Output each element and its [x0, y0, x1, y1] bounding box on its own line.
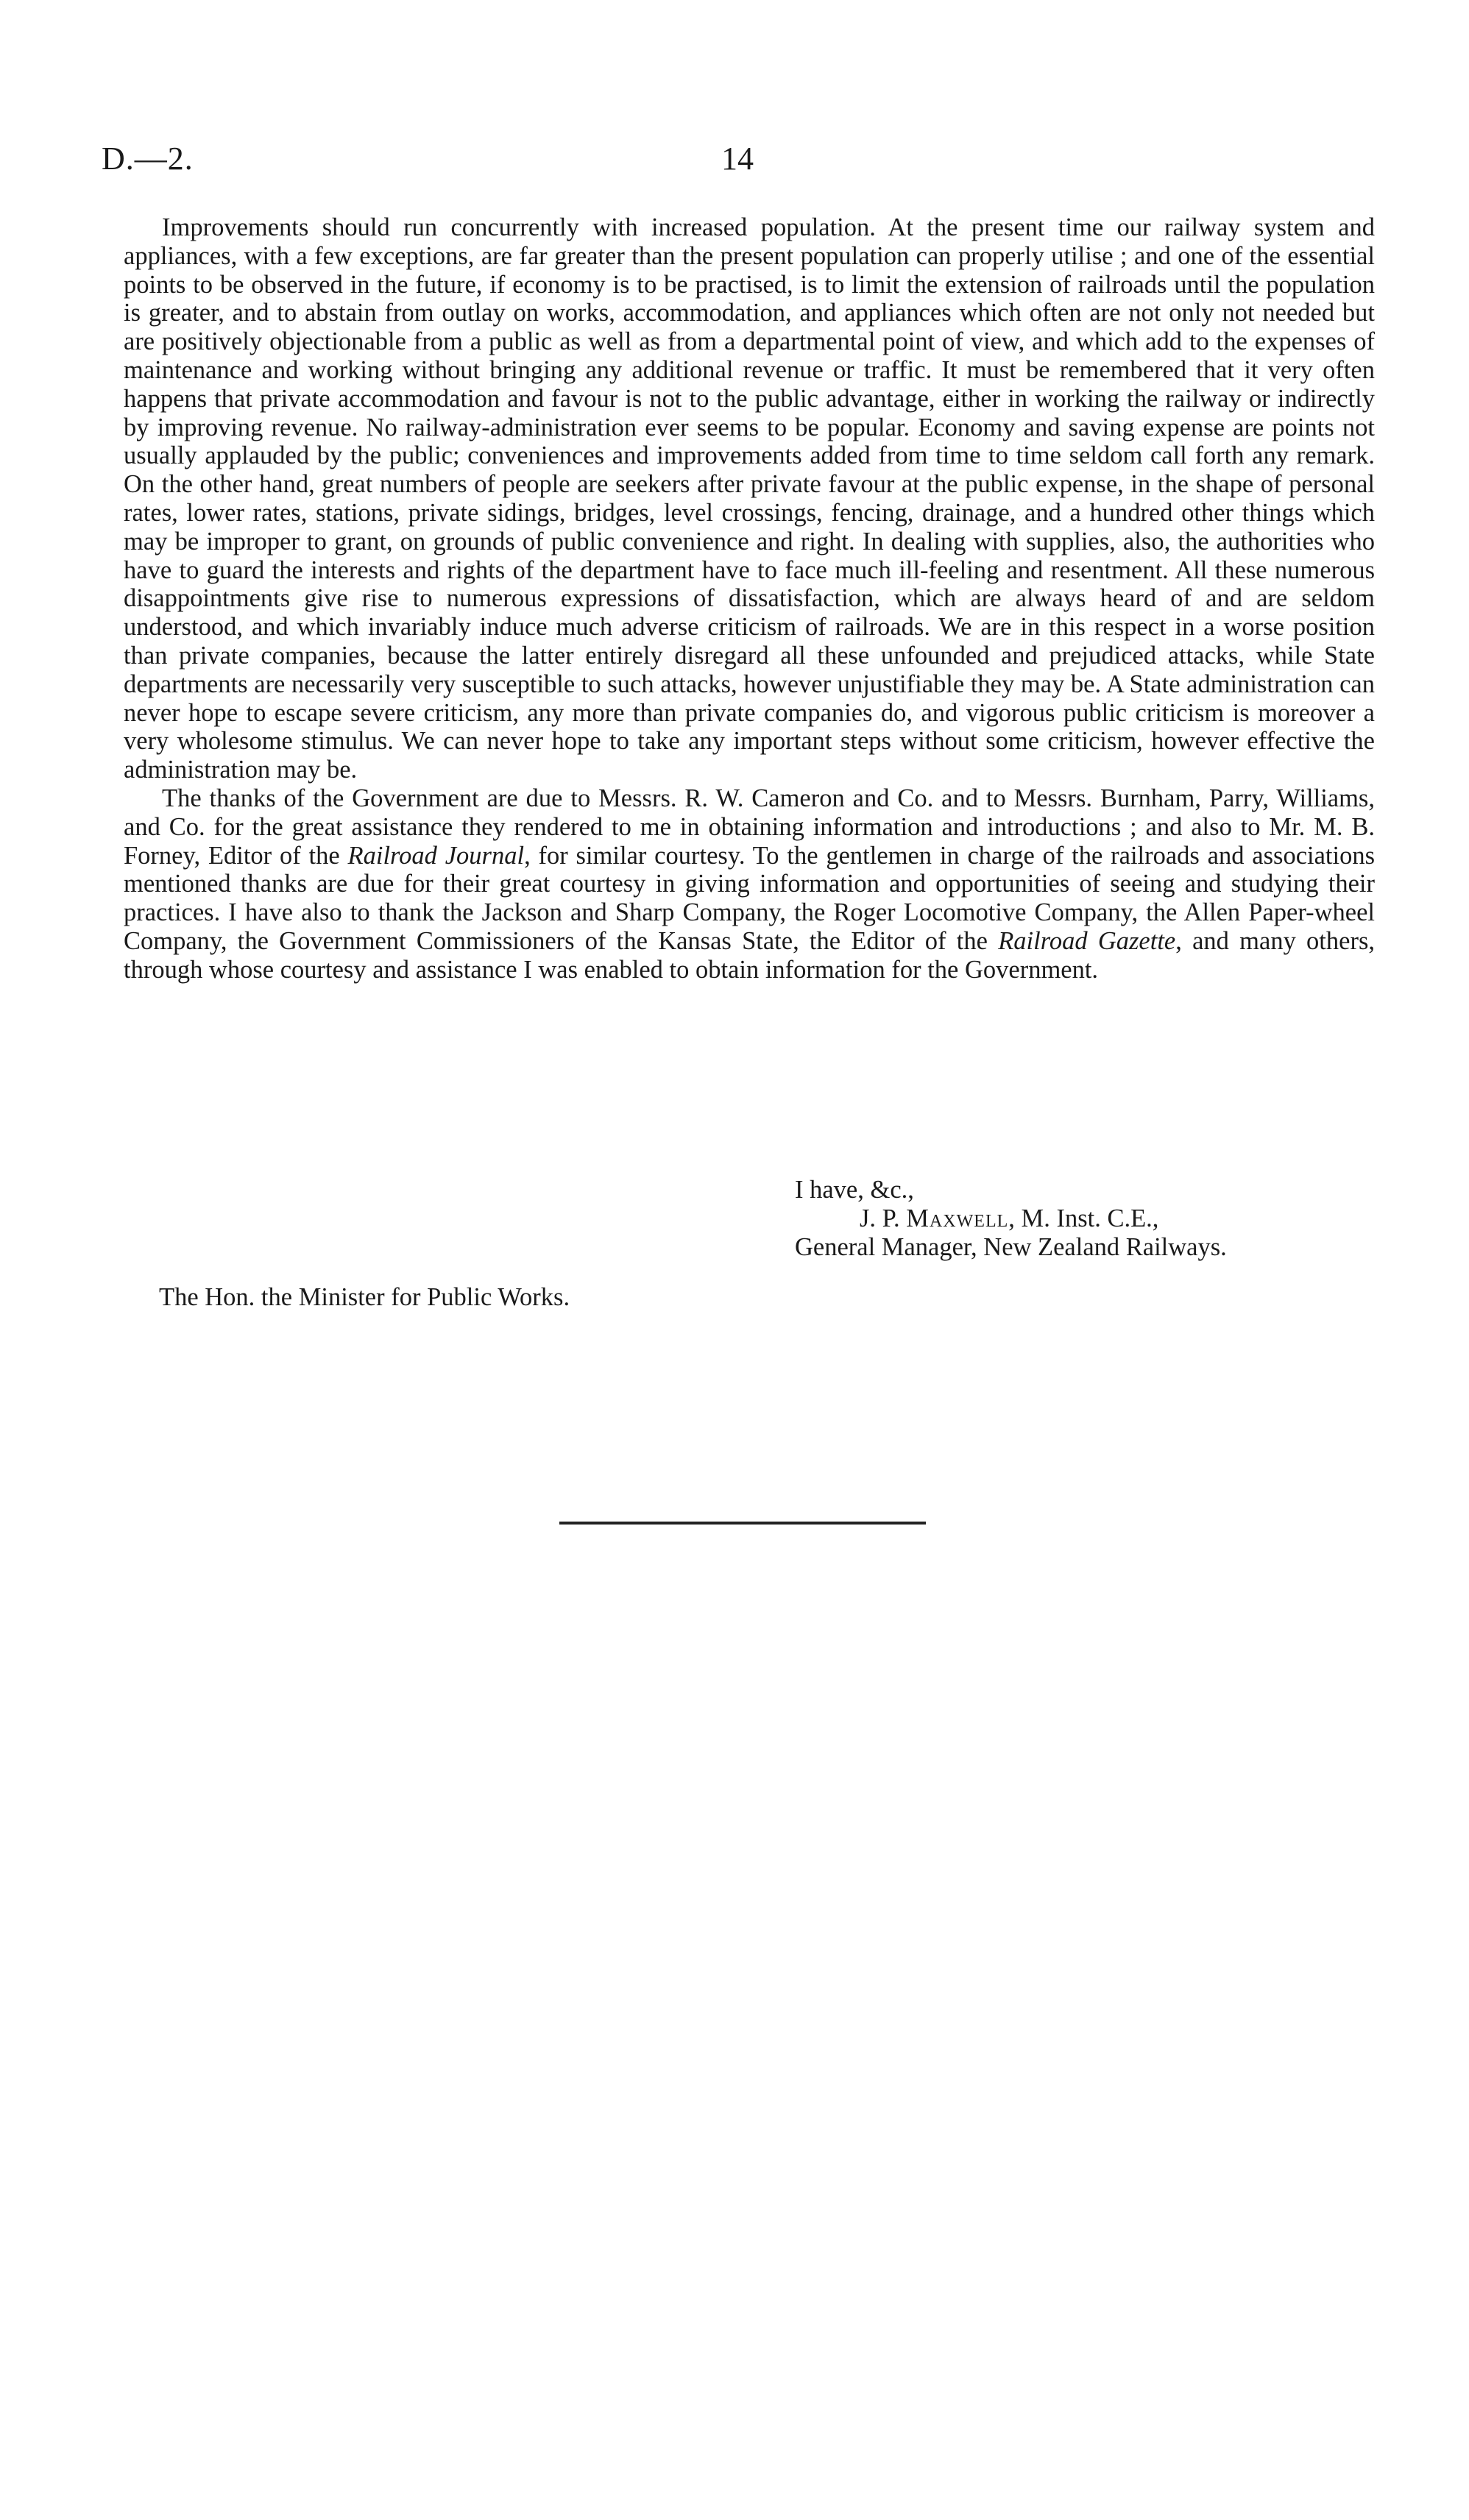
signatory-title: General Manager, New Zealand Railways.	[795, 1233, 1227, 1261]
closing-rule	[559, 1522, 926, 1525]
document-reference: D.—2.	[102, 141, 194, 177]
signature	[860, 1204, 1158, 1233]
signature-suffix: , M. Inst. C.E.,	[1008, 1204, 1159, 1232]
publication-title: Railroad Gazette	[998, 926, 1176, 955]
closing: I have, &c.,	[795, 1176, 914, 1204]
paragraph-improvements: Improvements should run concurrently with increased population. At the present time our railway system and appliances, with a few exceptions, are far greater than the present population can properly utilise ; and one of the essential points to be observed in the future, if economy is to be practised, is to limit the extension of railroads until the population is greater, and to abstain from outlay on works, accommodation, and appliances which often are not only not needed but are positively objectionable from a public as well as from a departmental point of view, and which add to the expenses of maintenance and working without bringing any additional revenue or traffic. It must be remembered that it very often happens that private accommodation and favour is not to the public advantage, either in working the railway or indirectly by improving revenue. No railway-administration ever seems to be popular. Economy and saving expense are points not usually applauded by the public; conveniences and improvements added from time to time seldom call forth any remark. On the other hand, great numbers of people are seekers after private favour at the public expense, in the shape of personal rates, lower rates, stations, private sidings, bridges, level crossings, fencing, drainage, and a hundred other things which may be improper to grant, on grounds of public convenience and right. In dealing with supplies, also, the authorities who have to guard the interests and rights of the department have to face much ill-feeling and resentment. All these numerous disappointments give rise to numerous expressions of dissatisfaction, which are always heard of and are seldom understood, and which invariably induce much adverse criticism of railroads. We are in this respect in a worse position than private companies, because the latter entirely disregard all these unfounded and prejudiced attacks, while State departments are necessarily very susceptible to such attacks, however unjustifiable they may be. A State administration can never hope to escape severe criticism, any more than private companies do, and vigorous public criticism is moreover a very wholesome stimulus. We can never hope to take any important steps without some criticism, however effective the administration may be.	[124, 213, 1375, 784]
body-text	[124, 213, 1375, 984]
addressee: The Hon. the Minister for Public Works.	[159, 1283, 570, 1311]
thanks-text-2: , for similar courtesy. To the gentlemen in charge of the railroads and associations mentioned thanks are due for their great courtesy in giving information and opportunities of seeing and studying their practices. I have also to thank the Jackson and Sharp Company, the Roger Locomotive Company, the Allen Paper-wheel Company, the Government Commissioners of the Kansas State, the Editor of the	[124, 841, 1376, 955]
signature-name: Maxwell	[906, 1204, 1009, 1232]
page-number: 14	[721, 141, 754, 177]
thanks-text-1: The thanks of the Government are due to Messrs. R. W. Cameron and Co. and to Messrs. Burnham, Parry, Williams, and Co. for the great assistance they rendered to me in obtaining information and introductions ; and also to Mr. M. B. Forney, Editor of the	[124, 784, 1375, 870]
thanks-text-3: , and many others, through whose courtesy and assistance I was enabled to obtain information for the Government.	[124, 926, 1375, 984]
publication-title: Railroad Journal	[347, 841, 525, 870]
signature-initials: J. P.	[860, 1204, 900, 1232]
paragraph-thanks	[124, 784, 1375, 984]
